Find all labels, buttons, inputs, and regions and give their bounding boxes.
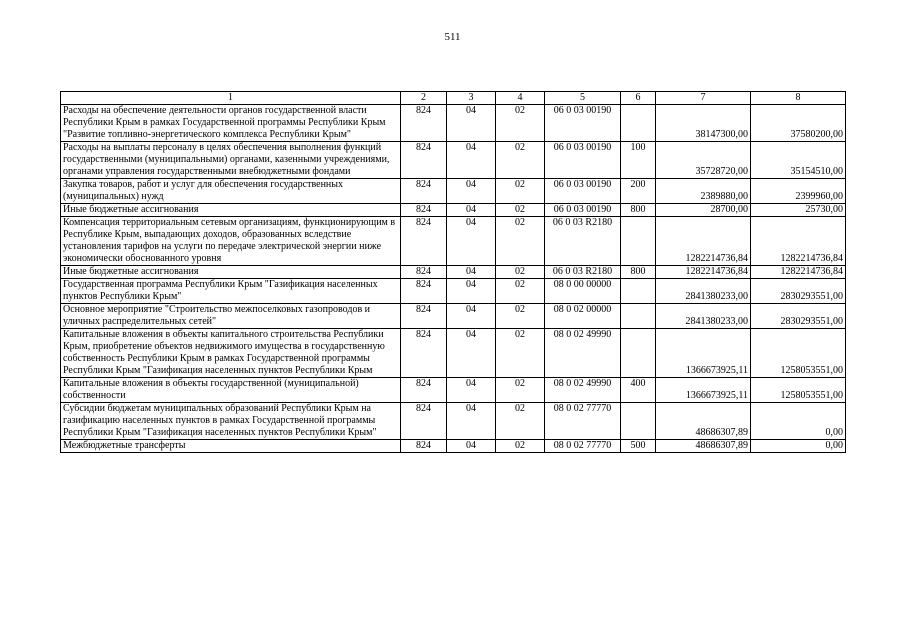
table-header-row [61,92,846,105]
cell-subsection: 02 [496,142,545,179]
cell-amount-year-2: 1282214736,84 [751,266,846,279]
cell-section: 04 [447,217,496,266]
cell-ministry-code: 824 [401,204,447,217]
cell-section: 04 [447,304,496,329]
cell-subsection: 02 [496,204,545,217]
cell-amount-year-2: 1258053551,00 [751,329,846,378]
cell-section: 04 [447,142,496,179]
cell-subsection: 02 [496,217,545,266]
cell-amount-year-2: 1258053551,00 [751,378,846,403]
cell-ministry-code: 824 [401,217,447,266]
cell-section: 04 [447,266,496,279]
cell-subsection: 02 [496,266,545,279]
cell-expense-type [621,329,656,378]
cell-target-article: 08 0 02 49990 [545,378,621,403]
cell-target-article: 06 0 03 00190 [545,142,621,179]
cell-amount-year-1: 2841380233,00 [656,304,751,329]
cell-section: 04 [447,440,496,453]
cell-target-article: 06 0 03 00190 [545,204,621,217]
cell-section: 04 [447,378,496,403]
cell-ministry-code: 824 [401,179,447,204]
cell-ministry-code: 824 [401,304,447,329]
cell-expense-type [621,279,656,304]
column-header: 5 [545,92,621,105]
row-description: Расходы на обеспечение деятельности органов государственной власти Республики Крым в рамках Государственной программы Республики Крым "Развитие топливно-энергетического комплекса Республики Крым" [61,105,401,142]
cell-amount-year-2: 1282214736,84 [751,217,846,266]
column-header: 7 [656,92,751,105]
cell-subsection: 02 [496,179,545,204]
table-row [61,329,846,378]
cell-expense-type [621,105,656,142]
row-description: Государственная программа Республики Крым "Газификация населенных пунктов Республики Крым" [61,279,401,304]
table-row [61,378,846,403]
table-row [61,105,846,142]
table-row [61,304,846,329]
row-description: Иные бюджетные ассигнования [61,204,401,217]
cell-ministry-code: 824 [401,142,447,179]
cell-expense-type [621,403,656,440]
cell-subsection: 02 [496,329,545,378]
column-header: 6 [621,92,656,105]
cell-expense-type: 400 [621,378,656,403]
cell-amount-year-2: 2399960,00 [751,179,846,204]
row-description: Компенсация территориальным сетевым организациям, функционирующим в Республике Крым, выпадающих доходов, образованных вследствие установления тарифов на услуги по передаче электрической энергии ниже экономически обоснованного уровня [61,217,401,266]
cell-target-article: 08 0 02 00000 [545,304,621,329]
cell-amount-year-1: 35728720,00 [656,142,751,179]
cell-expense-type: 800 [621,204,656,217]
cell-amount-year-1: 1366673925,11 [656,378,751,403]
cell-ministry-code: 824 [401,105,447,142]
table-row [61,142,846,179]
cell-target-article: 08 0 00 00000 [545,279,621,304]
cell-subsection: 02 [496,279,545,304]
cell-amount-year-1: 38147300,00 [656,105,751,142]
cell-expense-type: 200 [621,179,656,204]
cell-subsection: 02 [496,378,545,403]
cell-ministry-code: 824 [401,378,447,403]
cell-target-article: 08 0 02 77770 [545,440,621,453]
cell-ministry-code: 824 [401,440,447,453]
table-row [61,179,846,204]
cell-amount-year-1: 1282214736,84 [656,217,751,266]
cell-amount-year-2: 0,00 [751,440,846,453]
cell-subsection: 02 [496,304,545,329]
row-description: Межбюджетные трансферты [61,440,401,453]
row-description: Закупка товаров, работ и услуг для обеспечения государственных (муниципальных) нужд [61,179,401,204]
table-row [61,204,846,217]
cell-amount-year-2: 37580200,00 [751,105,846,142]
row-description: Расходы на выплаты персоналу в целях обеспечения выполнения функций государственными (муниципальными) органами, казенными учреждениями, органами управления государственными внебюджетными фондами [61,142,401,179]
row-description: Капитальные вложения в объекты капитального строительства Республики Крым, приобретение объектов недвижимого имущества в государственную собственность Республики Крым в рамках Государственной программы Республики Крым "Газификация населенных пунктов Республики Крым [61,329,401,378]
cell-expense-type: 500 [621,440,656,453]
cell-section: 04 [447,204,496,217]
column-header: 8 [751,92,846,105]
column-header: 1 [61,92,401,105]
cell-amount-year-1: 48686307,89 [656,403,751,440]
cell-ministry-code: 824 [401,403,447,440]
cell-amount-year-1: 48686307,89 [656,440,751,453]
cell-target-article: 06 0 03 R2180 [545,217,621,266]
row-description: Основное мероприятие "Строительство межпоселковых газопроводов и уличных распределительных сетей" [61,304,401,329]
column-header: 3 [447,92,496,105]
cell-expense-type: 800 [621,266,656,279]
table-row [61,279,846,304]
cell-target-article: 08 0 02 49990 [545,329,621,378]
cell-section: 04 [447,403,496,440]
table-row [61,266,846,279]
budget-table [60,91,846,453]
column-header: 2 [401,92,447,105]
cell-amount-year-2: 2830293551,00 [751,279,846,304]
page-number: 511 [444,31,461,43]
table-row [61,403,846,440]
row-description: Капитальные вложения в объекты государственной (муниципальной) собственности [61,378,401,403]
cell-target-article: 08 0 02 77770 [545,403,621,440]
cell-expense-type: 100 [621,142,656,179]
cell-target-article: 06 0 03 00190 [545,105,621,142]
cell-section: 04 [447,105,496,142]
cell-ministry-code: 824 [401,266,447,279]
cell-amount-year-1: 1366673925,11 [656,329,751,378]
cell-section: 04 [447,179,496,204]
cell-amount-year-1: 28700,00 [656,204,751,217]
cell-section: 04 [447,329,496,378]
cell-amount-year-1: 1282214736,84 [656,266,751,279]
cell-expense-type [621,217,656,266]
row-description: Субсидии бюджетам муниципальных образований Республики Крым на газификацию населенных пунктов в рамках Государственной программы Республики Крым "Газификация населенных пунктов Республики Крым" [61,403,401,440]
table-row [61,217,846,266]
row-description: Иные бюджетные ассигнования [61,266,401,279]
cell-amount-year-1: 2389880,00 [656,179,751,204]
cell-target-article: 06 0 03 R2180 [545,266,621,279]
cell-amount-year-1: 2841380233,00 [656,279,751,304]
cell-amount-year-2: 35154510,00 [751,142,846,179]
cell-subsection: 02 [496,403,545,440]
cell-amount-year-2: 0,00 [751,403,846,440]
cell-subsection: 02 [496,440,545,453]
cell-ministry-code: 824 [401,329,447,378]
table-row [61,440,846,453]
cell-amount-year-2: 25730,00 [751,204,846,217]
cell-expense-type [621,304,656,329]
cell-ministry-code: 824 [401,279,447,304]
table-body [61,92,846,453]
cell-target-article: 06 0 03 00190 [545,179,621,204]
cell-section: 04 [447,279,496,304]
column-header: 4 [496,92,545,105]
cell-amount-year-2: 2830293551,00 [751,304,846,329]
cell-subsection: 02 [496,105,545,142]
